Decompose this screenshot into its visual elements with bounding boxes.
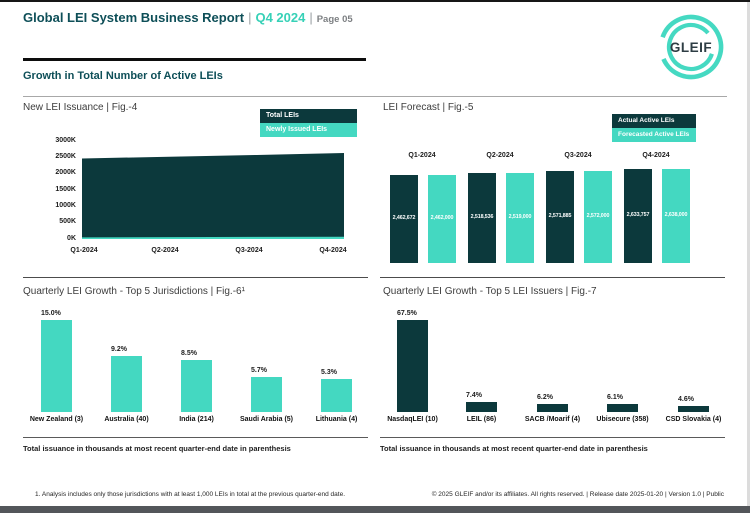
- y-axis-tick: 0K: [67, 234, 76, 242]
- group-label: Q4-2024: [642, 152, 670, 159]
- growth-bar: [251, 377, 282, 412]
- category-label: LEIL (86): [466, 416, 497, 423]
- growth-bar: [41, 320, 72, 412]
- category-label: Saudi Arabia (5): [239, 416, 294, 423]
- y-axis-tick: 500K: [59, 218, 76, 226]
- x-axis-label: Q1-2024: [70, 247, 98, 254]
- y-axis-tick: 3000K: [55, 136, 76, 144]
- x-axis-label: Q2-2024: [151, 247, 179, 254]
- group-label: Q1-2024: [408, 152, 436, 159]
- legend-item: Actual Active LEIs: [612, 114, 696, 128]
- y-axis-tick: 2000K: [55, 169, 76, 177]
- top-edge-strip: [0, 0, 750, 2]
- percent-label: 9.2%: [111, 346, 127, 353]
- percent-label: 15.0%: [41, 310, 61, 317]
- percent-label: 6.1%: [607, 394, 623, 401]
- percent-label: 4.6%: [678, 396, 694, 403]
- bar-value-label: 2,518,536: [470, 214, 494, 220]
- category-label: SACB /Moarif (4): [524, 416, 581, 423]
- divider: [23, 437, 368, 438]
- x-axis-label: Q3-2024: [235, 247, 263, 254]
- chart-title: New LEI Issuance | Fig.-4: [23, 102, 138, 113]
- divider: [23, 277, 368, 278]
- logo-text: GLEIF: [669, 40, 713, 55]
- x-axis-label: Q4-2024: [319, 247, 347, 254]
- chart-legend: [612, 114, 696, 142]
- bar-value-label: 2,571,885: [548, 213, 572, 219]
- page-number: Page 05: [316, 14, 353, 25]
- growth-bar: [181, 360, 212, 412]
- analysis-footnote: 1. Analysis includes only those jurisdictions with at least 1,000 LEIs in total at the previous quarter-end date.: [35, 491, 346, 498]
- area-plot: [82, 141, 344, 239]
- growth-bar: [537, 404, 568, 412]
- category-label: Ubisecure (358): [596, 416, 649, 423]
- report-period: Q4 2024: [255, 10, 306, 25]
- divider: [380, 437, 725, 438]
- bar-value-label: 2,633,757: [626, 212, 650, 218]
- growth-bar: [607, 404, 638, 412]
- chart-title: LEI Forecast | Fig.-5: [383, 102, 474, 113]
- section-title: Growth in Total Number of Active LEIs: [23, 70, 223, 82]
- growth-bar: [466, 402, 497, 412]
- chart-legend: [260, 109, 357, 137]
- y-axis-tick: 2500K: [55, 152, 76, 160]
- y-axis-tick: 1000K: [55, 201, 76, 209]
- category-label: CSD Slovakia (4): [665, 416, 722, 423]
- chart-lei-forecast: [380, 101, 727, 273]
- category-label: India (214): [179, 416, 214, 423]
- section-rule: [23, 96, 727, 97]
- percent-label: 8.5%: [181, 350, 197, 357]
- growth-bar: [678, 406, 709, 412]
- gleif-logo: [652, 8, 730, 86]
- header-separator: |: [248, 10, 252, 25]
- category-label: Australia (40): [104, 416, 149, 423]
- category-label: Lithuania (4): [315, 416, 358, 423]
- divider: [380, 277, 725, 278]
- chart-footnote-left: Total issuance in thousands at most recent quarter-end date in parenthesis: [23, 444, 291, 453]
- growth-bar: [321, 379, 352, 412]
- bar-value-label: 2,519,000: [508, 214, 532, 220]
- legend-item: Total LEIs: [260, 109, 357, 123]
- group-label: Q2-2024: [486, 152, 514, 159]
- header-separator: |: [309, 10, 313, 25]
- bar-value-label: 2,638,000: [664, 212, 688, 218]
- category-label: NasdaqLEI (10): [387, 416, 438, 423]
- header-rule: [23, 58, 366, 61]
- growth-bar: [397, 320, 428, 412]
- bar-value-label: 2,462,672: [392, 215, 416, 221]
- chart-title: Quarterly LEI Growth - Top 5 LEI Issuers | Fig.-7: [383, 286, 597, 297]
- report-header: [23, 10, 353, 25]
- bar-value-label: 2,572,000: [586, 213, 610, 219]
- chart-footnote-right: Total issuance in thousands at most recent quarter-end date in parenthesis: [380, 444, 648, 453]
- bar-value-label: 2,462,000: [430, 215, 454, 221]
- chart-top5-issuers: [380, 285, 727, 435]
- chart-new-lei-issuance: [23, 101, 368, 273]
- legend-item: Newly Issued LEIs: [260, 123, 357, 137]
- percent-label: 5.3%: [321, 369, 337, 376]
- percent-label: 6.2%: [537, 394, 553, 401]
- percent-label: 67.5%: [397, 310, 417, 317]
- percent-label: 5.7%: [251, 367, 267, 374]
- growth-bar: [111, 356, 142, 412]
- total-leis-area: [82, 153, 344, 239]
- bottom-edge-strip: [0, 506, 750, 513]
- y-axis-tick: 1500K: [55, 185, 76, 193]
- report-title: Global LEI System Business Report: [23, 10, 245, 25]
- copyright-line: © 2025 GLEIF and/or its affiliates. All rights reserved. | Release date 2025-01-20 | Version 1.0 | Public: [431, 491, 724, 498]
- group-label: Q3-2024: [564, 152, 592, 159]
- chart-title: Quarterly LEI Growth - Top 5 Jurisdictions | Fig.-6¹: [23, 286, 245, 297]
- percent-label: 7.4%: [466, 392, 482, 399]
- legend-item: Forecasted Active LEIs: [612, 128, 696, 142]
- category-label: New Zealand (3): [29, 416, 84, 423]
- chart-top5-jurisdictions: [23, 285, 368, 435]
